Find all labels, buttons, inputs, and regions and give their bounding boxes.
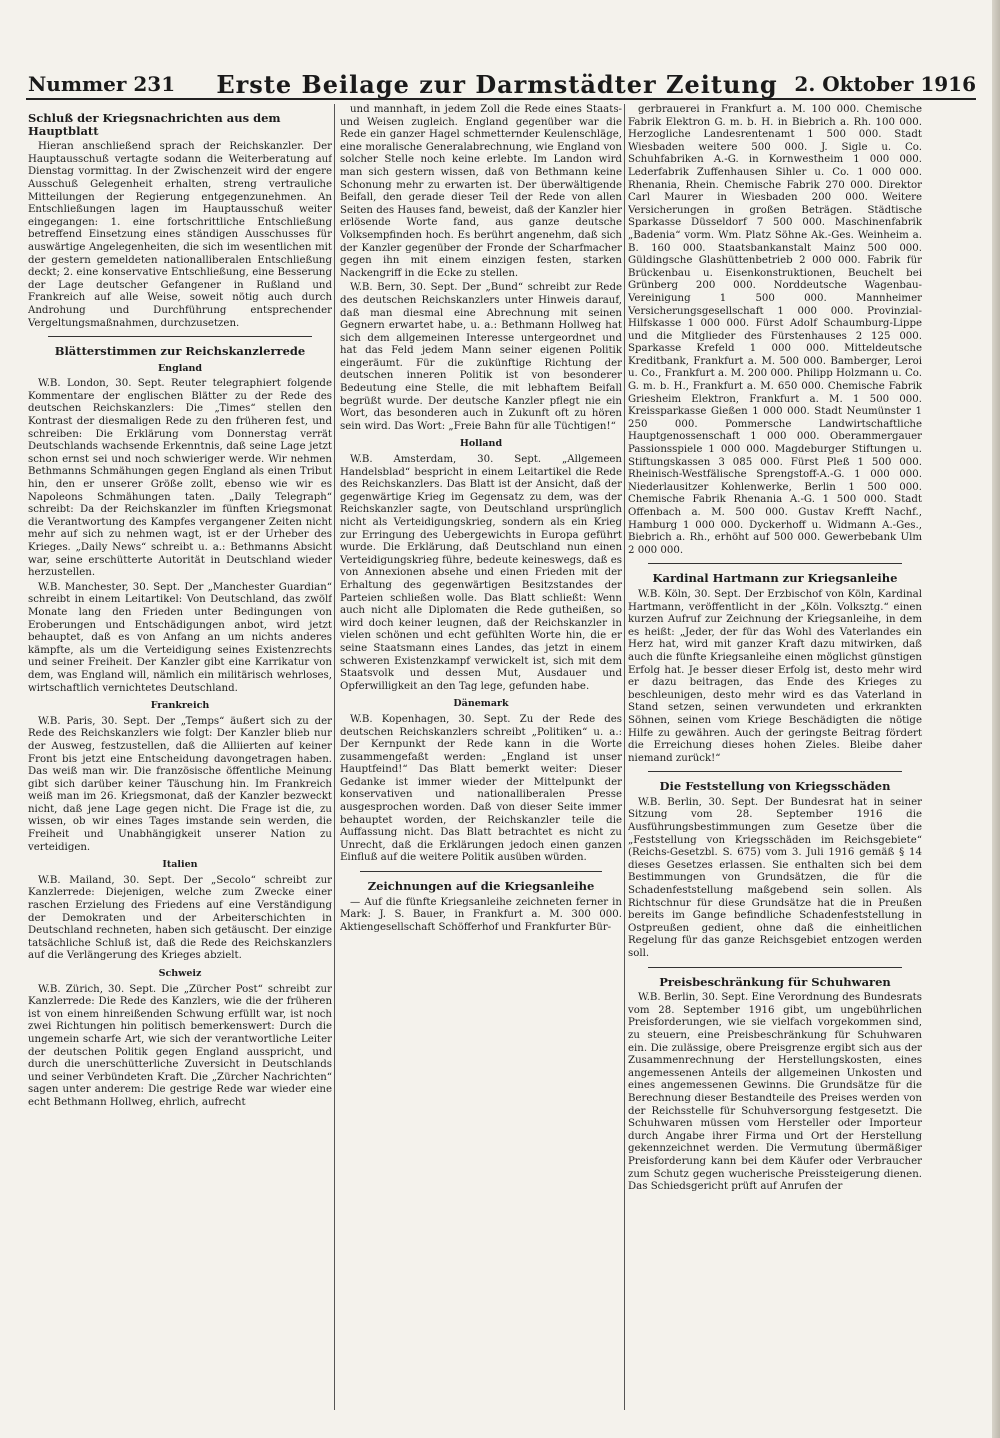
subheading-england: England: [157, 362, 203, 374]
article-paragraph: — Auf die fünfte Kriegsanleihe zeichneten ferner in Mark: J. S. Bauer, in Frankfurt a. M. 300 000. Aktiengesellschaft Schöfferhof und Frankfurter Bür-: [340, 896, 622, 933]
article-heading-press-voices: Blätterstimmen zur Reichskanzlerrede: [54, 344, 306, 359]
article-paragraph: W.B. Bern, 30. Sept. Der „Bund“ schreibt zur Rede des deutschen Reichskanzlers unter Hinweis darauf, daß man diesmal eine Abrechnung mit seinen Gegnern erwartet habe, u. a.: Bethmann Hollweg hat sich dem allgemeinen Interesse untergeordnet und hat das Feld jedem Mann seiner eigenen Politik eingeräumt. Für die zukünftige Richtung der deutschen inneren Politik ist von besonderer Bedeutung eine Stelle, die mit lebhaftem Beifall begrüßt wurde. Der deutsche Kanzler pflegt nie ein Wort, das besonderen auch in Zukunft oft zu hören sein wird. Das Wort: „Freie Bahn für alle Tüchtigen!“: [340, 282, 622, 432]
article-paragraph: W.B. Manchester, 30. Sept. Der „Manchester Guardian“ schreibt in einem Leitartikel: Von Deutschland, das zwölf Monate lang den Frieden unter Bedingungen von Eroberungen und Entschädigungen anbot, wird jetzt behauptet, daß es von Anfang an um nichts anderes kämpfte, als um die Verteidigung seines Existenzrechts und seiner Freiheit. Der Kanzler gibt eine Karrikatur von dem, was England will, nämlich ein militärisch wehrloses, wirtschaftlich vernichtetes Deutschland.: [28, 581, 332, 694]
column-divider-2: [624, 104, 625, 1410]
page-edge-shadow: [992, 0, 1000, 1438]
article-paragraph: W.B. Amsterdam, 30. Sept. „Allgemeen Handelsblad“ bespricht in einem Leitartikel die Rede des Reichskanzlers. Das Blatt ist der Ansicht, daß der gegenwärtige Krieg im Gegensatz zu dem, was der Reichskanzler sagte, von Deutschland ursprünglich nicht als Verteidigungskrieg, sondern als ein Krieg zur Erringung des Uebergewichts in Europa geführt wurde. Die Erklärung, daß Deutschland nun einen Verteidigungskrieg führe, bedeute keineswegs, daß es von Annexionen absehe und einen Frieden mit der Erhaltung des gegenwärtigen Besitzstandes der Parteien schließen wolle. Das Blatt schließt: Wenn auch nicht alle Diplomaten die Rede gutheißen, so wird doch keiner leugnen, daß der Reichskanzler in vielen schönen und echt gefühlten Worte hin, die er seine Staatsmann eines Landes, das jetzt in einem schweren Existenzkampf verwickelt ist, sich mit dem Staatsvolk und dessen Mut, Ausdauer und Opferwilligkeit an den Tag lege, gefunden habe.: [340, 454, 622, 692]
column-3: [628, 104, 922, 1410]
article-paragraph: und mannhaft, in jedem Zoll die Rede eines Staats- und Weisen zugleich. England gegenüber war die Rede ein ganzer Hagel schmetternder Keulenschläge, eine moralische Generalabrechnung, wie England von solcher Stelle noch keine erlebte. Im Landon wird man sich gestern wissen, daß von Bethmann keine Schonung mehr zu erwarten ist. Der überwältigende Beifall, den gerade dieser Teil der Rede von allen Seiten des Hauses fand, beweist, daß der Kanzler hier erlösende Worte fand, aus ganze deutsche Volksempfinden hoch. Es berührt angenehm, daß sich der Kanzler gegenüber der Fronde der Scharfmacher gegen ihn mit einem einzigen festen, starken Nackengriff in die Ecke zu stellen.: [340, 104, 622, 279]
subheading-frankreich: Frankreich: [150, 700, 210, 712]
article-paragraph: W.B. Berlin, 30. Sept. Der Bundesrat hat in seiner Sitzung vom 28. September 1916 die Ausführungsbestimmungen zum Gesetze über die „Feststellung von Kriegsschäden im Reichsgebiete“ (Reichs-Gesetzbl. S. 675) vom 3. Juli 1916 gemäß § 14 dieses Gesetzes erlassen. Sie enthalten sich bei dem Bestimmungen von Grundsätzen, die für die Schadenfeststellung maßgebend sein sollen. Als Richtschnur für diese Grundsätze hat die in Preußen bereits im Gange befindliche Schadenfeststellung in Ostpreußen gedient, ohne daß die einheitlichen Regelung für das ganze Reichsgebiet entzogen werden soll.: [628, 796, 922, 959]
article-heading-hartmann: Kardinal Hartmann zur Kriegsanleihe: [652, 571, 898, 586]
divider: [648, 771, 902, 772]
column-1: [28, 104, 332, 1410]
article-heading-shoe-prices: Preisbeschränkung für Schuhwaren: [659, 974, 891, 989]
article-paragraph: Hieran anschließend sprach der Reichskanzler. Der Hauptausschuß vertagte sodann die Weiterberatung auf Dienstag vormittag. In der Zwischenzeit wird der engere Ausschuß Gelegenheit erhalten, streng vertrauliche Mitteilungen der Regierung entgegenzunehmen. An Entschließungen lagen im Hauptausschuß weiter eingegangen: 1. eine fortschrittliche Entschließung betreffend Einsetzung eines ständigen Ausschusses für auswärtige Angelegenheiten, die sich im wesentlichen mit der gestern gemeldeten nationalliberalen Entschließung deckt; 2. eine konservative Entschließung, eine Besserung der Lage deutscher Gefangener in Rußland und Frankreich auf alle Weise, soweit nötig auch durch Androhung und Durchführung entsprechender Vergeltungsmaßnahmen, durchzusetzen.: [28, 141, 332, 329]
masthead: [18, 70, 976, 99]
article-heading-war-damages: Die Feststellung von Kriegsschäden: [659, 779, 891, 794]
divider: [48, 336, 312, 337]
article-heading-war-news: Schluß der Kriegsnachrichten aus dem Hauptblatt: [28, 111, 281, 138]
column-divider-1: [334, 104, 335, 1410]
article-paragraph: W.B. Köln, 30. Sept. Der Erzbischof von Köln, Kardinal Hartmann, veröffentlicht in der „Köln. Volksztg.“ einen kurzen Aufruf zur Zeichnung der Kriegsanleihe, in dem es heißt: „Jeder, der für das Wohl des Vaterlandes ein Herz hat, wird mit ganzer Kraft dazu mitwirken, daß auch die fünfte Kriegsanleihe einen möglichst günstigen Erfolg hat. Je besser dieser Erfolg ist, desto mehr wird er dazu beitragen, das Ende des Krieges zu beschleunigen, desto mehr wird es das Vaterland in Stand setzen, seinen verwundeten und erkrankten Söhnen, seinen vom Kriege Beschädigten die nötige Hilfe zu gewähren. Auch der geringste Beitrag fördert die Erreichung dieses hohen Zieles. Bleibe daher niemand zurück!“: [628, 588, 922, 764]
divider: [648, 967, 902, 968]
divider: [648, 563, 902, 564]
article-paragraph: W.B. Zürich, 30. Sept. Die „Zürcher Post“ schreibt zur Kanzlerrede: Die Rede des Kanzlers, wie die der früheren ist von einem hinreißenden Schwung erfüllt war, ist noch zwei Richtungen hin politisch bemerkenswert: Durch die ungemein scharfe Art, wie sich der verantwortliche Leiter der deutschen Politik gegen England ausspricht, und durch die unerschütterliche Zuversicht in Deutschlands und seiner Verbündeten Kraft. Die „Zürcher Nachrichten“ sagen unter anderem: Die gestrige Rede war wieder eine echt Bethmann Hollweg, ehrlich, aufrecht: [28, 983, 332, 1108]
subheading-italien: Italien: [162, 859, 198, 871]
column-2: [340, 104, 622, 1410]
article-paragraph: W.B. London, 30. Sept. Reuter telegraphiert folgende Kommentare der englischen Blätter zu der Rede des deutschen Reichskanzlers: Die „Times“ stellen den Kontrast der diesmaligen Rede zu den früheren fest, und schreiben: Die Erklärung vom Donnerstag verrät Deutschlands wachsende Erkenntnis, daß seine Lage jetzt schon ernst sei und noch schwieriger werde. Wir nehmen Bethmanns Schmähungen gegen England als einen Tribut hin, den er unserer Größe zollt, ebenso wie wir es Napoleons Schmähungen taten. „Daily Telegraph“ schreibt: Da der Reichskanzler im fünften Kriegsmonat die Verantwortung des Kampfes vergangener Zeiten nicht mehr auf sich zu nehmen wagt, ist er der Urheber des Krieges. „Daily News“ schreibt u. a.: Bethmanns Absicht war, seine erschütterte Autorität in Deutschland wieder herzustellen.: [28, 378, 332, 579]
article-paragraph: W.B. Kopenhagen, 30. Sept. Zu der Rede des deutschen Reichskanzlers schreibt „Politiken“ u. a.: Der Kernpunkt der Rede kann in die Worte zusammengefaßt werden: „England ist unser Hauptfeind!“ Das Blatt bemerkt weiter: Dieser Gedanke ist immer wieder der Mittelpunkt der konservativen und nationalliberalen Presse ausgesprochen worden. Daß von dieser Seite immer behauptet worden, der Reichskanzler teile die Auffassung nicht. Das Blatt betrachtet es nicht zu Unrecht, daß die Erklärungen jedoch einen ganzen Einfluß auf die weitere Politik ausüben würden.: [340, 713, 622, 864]
article-paragraph: W.B. Mailand, 30. Sept. Der „Secolo“ schreibt zur Kanzlerrede: Diejenigen, welche zum Zwecke einer raschen Erzielung des Friedens auf eine Verständigung der Demokraten und der Arbeiterschichten in Deutschland rechneten, haben sich getäuscht. Der einzige tatsächliche Schluß ist, daß die Rede des Reichskanzlers auf die Verlängerung des Krieges abzielt.: [28, 874, 332, 962]
subheading-daenemark: Dänemark: [453, 698, 509, 710]
masthead-rule: [26, 98, 976, 100]
subheading-holland: Holland: [459, 438, 503, 450]
article-paragraph: W.B. Paris, 30. Sept. Der „Temps“ äußert sich zu der Rede des Reichskanzlers wie folgt: Der Kanzler blieb nur der Ausweg, festzustellen, daß die Alliierten auf keiner Front bis jetzt eine Entscheidung davongetragen haben. Das weiß man wir. Die französische öffentliche Meinung gibt sich darüber keiner Täuschung hin. Im Frankreich weiß man im 26. Kriegsmonat, daß der Kanzler bezweckt nicht, daß jene Lage gegen nicht. Die Frage ist die, zu wissen, ob wir eines Tages imstande sein werden, die Freiheit und Unabhängigkeit unserer Nation zu verteidigen.: [28, 715, 332, 853]
subheading-schweiz: Schweiz: [158, 968, 202, 979]
issue-number: Nummer 231: [28, 72, 176, 96]
article-paragraph: gerbrauerei in Frankfurt a. M. 100 000. Chemische Fabrik Elektron G. m. b. H. in Biebrich a. Rh. 100 000. Herzogliche Landesrentenamt 1 500 000. Stadt Wiesbaden weitere 500 000. J. Sigle u. Co. Schuhfabriken A.-G. in Kornwestheim 1 000 000. Lederfabrik Zuffenhausen Sihler u. Co. 1 000 000. Rhenania, Rhein. Chemische Fabrik 270 000. Direktor Carl Maurer in Wiesbaden 200 000. Weitere Versicherungen in großen Beträgen. Städtische Sparkasse Düsseldorf 7 500 000. Maschinenfabrik „Badenia“ vorm. Wm. Platz Söhne Ak.-Ges. Weinheim a. B. 160 000. Staatsbankanstalt Mainz 500 000. Güldingsche Glashüttenbetrieb 2 000 000. Fabrik für Brückenbau u. Eisenkonstruktionen, Beuchelt bei Grünberg 200 000. Norddeutsche Wagenbau-Vereinigung 1 500 000. Mannheimer Versicherungsgesellschaft 1 000 000. Provinzial-Hilfskasse 1 000 000. Fürst Adolf Schaumburg-Lippe und die Mitglieder des Fürstenhauses 2 125 000. Sparkasse Krefeld 1 000 000. Mitteldeutsche Kreditbank, Frankfurt a. M. 500 000. Bamberger, Leroi u. Co., Frankfurt a. M. 200 000. Philipp Holzmann u. Co. G. m. b. H., Frankfurt a. M. 650 000. Chemische Fabrik Griesheim Elektron, Frankfurt a. M. 1 500 000. Kreissparkasse Gießen 1 000 000. Stadt Neumünster 1 250 000. Pommersche Landwirtschaftliche Hauptgenossenschaft 1 000 000. Oberammergauer Passionsspiele 1 000 000. Magdeburger Stiftungen u. Stiftungskassen 3 085 000. Fürst Pleß 1 500 000. Rheinisch-Westfälische Sprengstoff-A.-G. 1 000 000. Niederlausitzer Kohlenwerke, Berlin 1 500 000. Chemische Fabrik Rhenania A.-G. 1 500 000. Stadt Offenbach a. M. 500 000. Gustav Krefft Nachf., Hamburg 1 000 000. Dyckerhoff u. Widmann A.-Ges., Biebrich a. Rh., erhöht auf 500 000. Gewerbebank Ulm 2 000 000.: [628, 104, 922, 556]
article-heading-war-loan: Zeichnungen auf die Kriegsanleihe: [367, 879, 595, 894]
newspaper-title: Erste Beilage zur Darmstädter Zeitung: [216, 70, 778, 99]
article-paragraph: W.B. Berlin, 30. Sept. Eine Verordnung des Bundesrats vom 28. September 1916 gibt, um ungebührlichen Preisforderungen, wie sie vielfach vorgekommen sind, zu steuern, eine Preisbeschränkung für Schuhwaren ein. Die zulässige, obere Preisgrenze ergibt sich aus der Zusammenrechnung der Herstellungskosten, eines angemessenen Anteils der allgemeinen Unkosten und eines angemessenen Gewinns. Die Grundsätze für die Berechnung dieser Bestandteile des Preises werden von der Reichsstelle für Schuhversorgung festgesetzt. Die Schuhwaren müssen vom Hersteller oder Importeur durch Angabe ihrer Firma und Ort der Herstellung gekennzeichnet werden. Die Vermutung übermäßiger Preisforderung kann bei dem Käufer oder Verbraucher zum Schutz gegen wucherische Preissteigerung dienen. Das Schiedsgericht prüft auf Anrufen der: [628, 992, 922, 1193]
issue-date: 2. Oktober 1916: [794, 72, 976, 96]
divider: [360, 871, 602, 872]
